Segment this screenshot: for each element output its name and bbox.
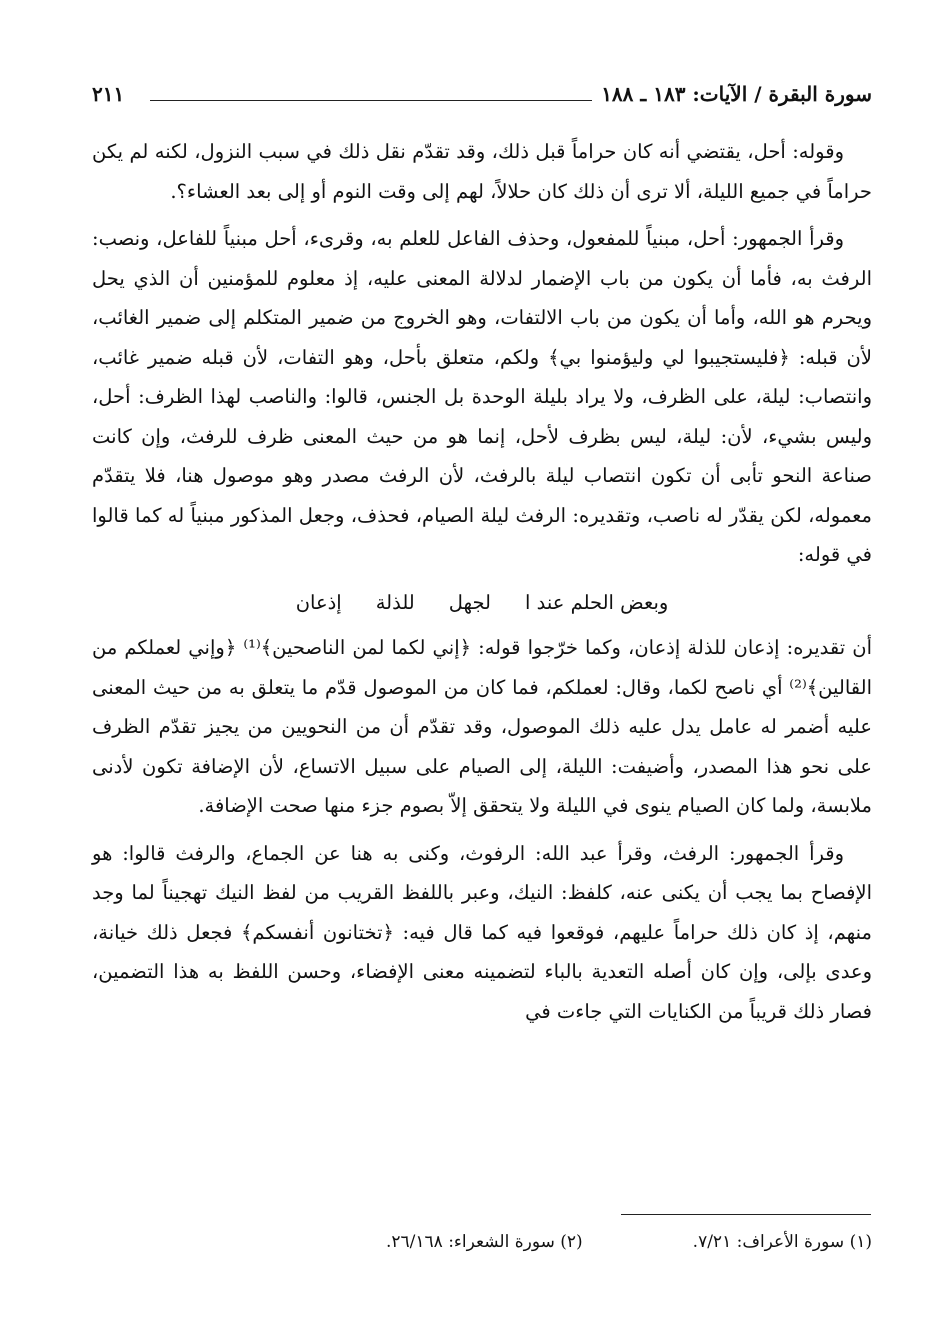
poetry-verse bbox=[92, 583, 872, 623]
page-number: ٢١١ bbox=[92, 82, 125, 106]
verse-part: إذعان bbox=[295, 590, 342, 614]
paragraph: أن تقديره: إذعان للذلة إذعان، وكما خرّجوا قوله: ﴿إني لكما لمن الناصحين﴾⁽¹⁾ ﴿وإني لعملكم من القالين﴾⁽²⁾ أي ناصح لكما، وقال: لعملكم، فما كان من الموصول قدّم ما يتعلق به من حيث المعنى عليه أضمر له عامل يدل عليه ذلك الموصول، وقد تقدّم أن من النحويين من يجيز تقدّم الظرف على نحو هذا المصدر، وأضيفت: الليلة، إلى الصيام على سبيل الاتساع، لأن الإضافة تكون لأدنى ملابسة، ولما كان الصيام ينوى في الليلة ولا يتحقق إلاّ بصوم جزء منها صحت الإضافة. bbox=[92, 636, 872, 817]
footnote-divider bbox=[621, 1214, 871, 1215]
paragraph: وقوله: أحل، يقتضي أنه كان حراماً قبل ذلك، وقد تقدّم نقل ذلك في سبب النزول، لكنه لم يكن حراماً في جميع الليلة، ألا ترى أن ذلك كان حلالاً، لهم إلى وقت النوم أو إلى بعد العشاء؟. bbox=[92, 140, 872, 203]
footnote: (٢) سورة الشعراء: ٢٦/١٦٨. bbox=[386, 1232, 583, 1252]
paragraph: وقرأ الجمهور: أحل، مبنياً للمفعول، وحذف الفاعل للعلم به، وقرىء، أحل مبنياً للفاعل، ونصب: الرفث به، فأما أن يكون من باب الإضمار لدلالة المعنى عليه، إذ معلوم للمؤمنين أن الذي يحل ويحرم هو الله، وأما أن يكون من باب الالتفات، وهو الخروج من ضمير المتكلم إلى ضمير الغائب، لأن قبله: ﴿فليستجيبوا لي وليؤمنوا بي﴾ ولكم، متعلق بأحل، وهو التفات، لأن قبله ضمير غائب، وانتصاب: ليلة، على الظرف، ولا يراد بليلة الوحدة بل الجنس، قالوا: والناصب لهذا الظرف: أحل، وليس بشيء، لأن: ليلة، ليس بظرف لأحل، إنما هو من حيث المعنى ظرف للرفث، وإن كانت صناعة النحو تأبى أن تكون انتصاب ليلة بالرفث، لأن الرفث مصدر وهو موصول هنا، فلا يتقدّم معموله، لكن يقدّر له ناصب، وتقديره: الرفث ليلة الصيام، فحذف، وجعل المذكور مبنياً له كما قالوا في قوله: bbox=[92, 227, 872, 566]
running-header bbox=[92, 78, 872, 114]
verse-part: لجهل bbox=[448, 590, 492, 614]
verse-part: للذلة bbox=[375, 590, 415, 614]
verse-part: وبعض الحلم عند ا bbox=[525, 590, 669, 614]
footnotes bbox=[92, 1232, 872, 1252]
paragraph: وقرأ الجمهور: الرفث، وقرأ عبد الله: الرفوث، وكنى به هنا عن الجماع، والرفث قالوا: هو الإفصاح بما يجب أن يكنى عنه، كلفظ: النيك، وعبر باللفظ القريب من لفظ النيك تهجيناً لما وجد منهم، إذ كان ذلك حراماً عليهم، فوقعوا فيه كما قال فيه: ﴿تختانون أنفسكم﴾ فجعل ذلك خيانة، وعدى بإلى، وإن كان أصله التعدية بالباء لتضمينه معنى الإفضاء، وحسن اللفظ به هذا التضمين، فصار ذلك قريباً من الكنايات التي جاءت في bbox=[92, 841, 872, 1023]
header-title: سورة البقرة / الآيات: ١٨٣ ـ ١٨٨ bbox=[601, 82, 872, 106]
footnote: (١) سورة الأعراف: ٧/٢١. bbox=[692, 1232, 872, 1252]
main-text bbox=[92, 132, 872, 1039]
header-rule bbox=[150, 100, 592, 101]
